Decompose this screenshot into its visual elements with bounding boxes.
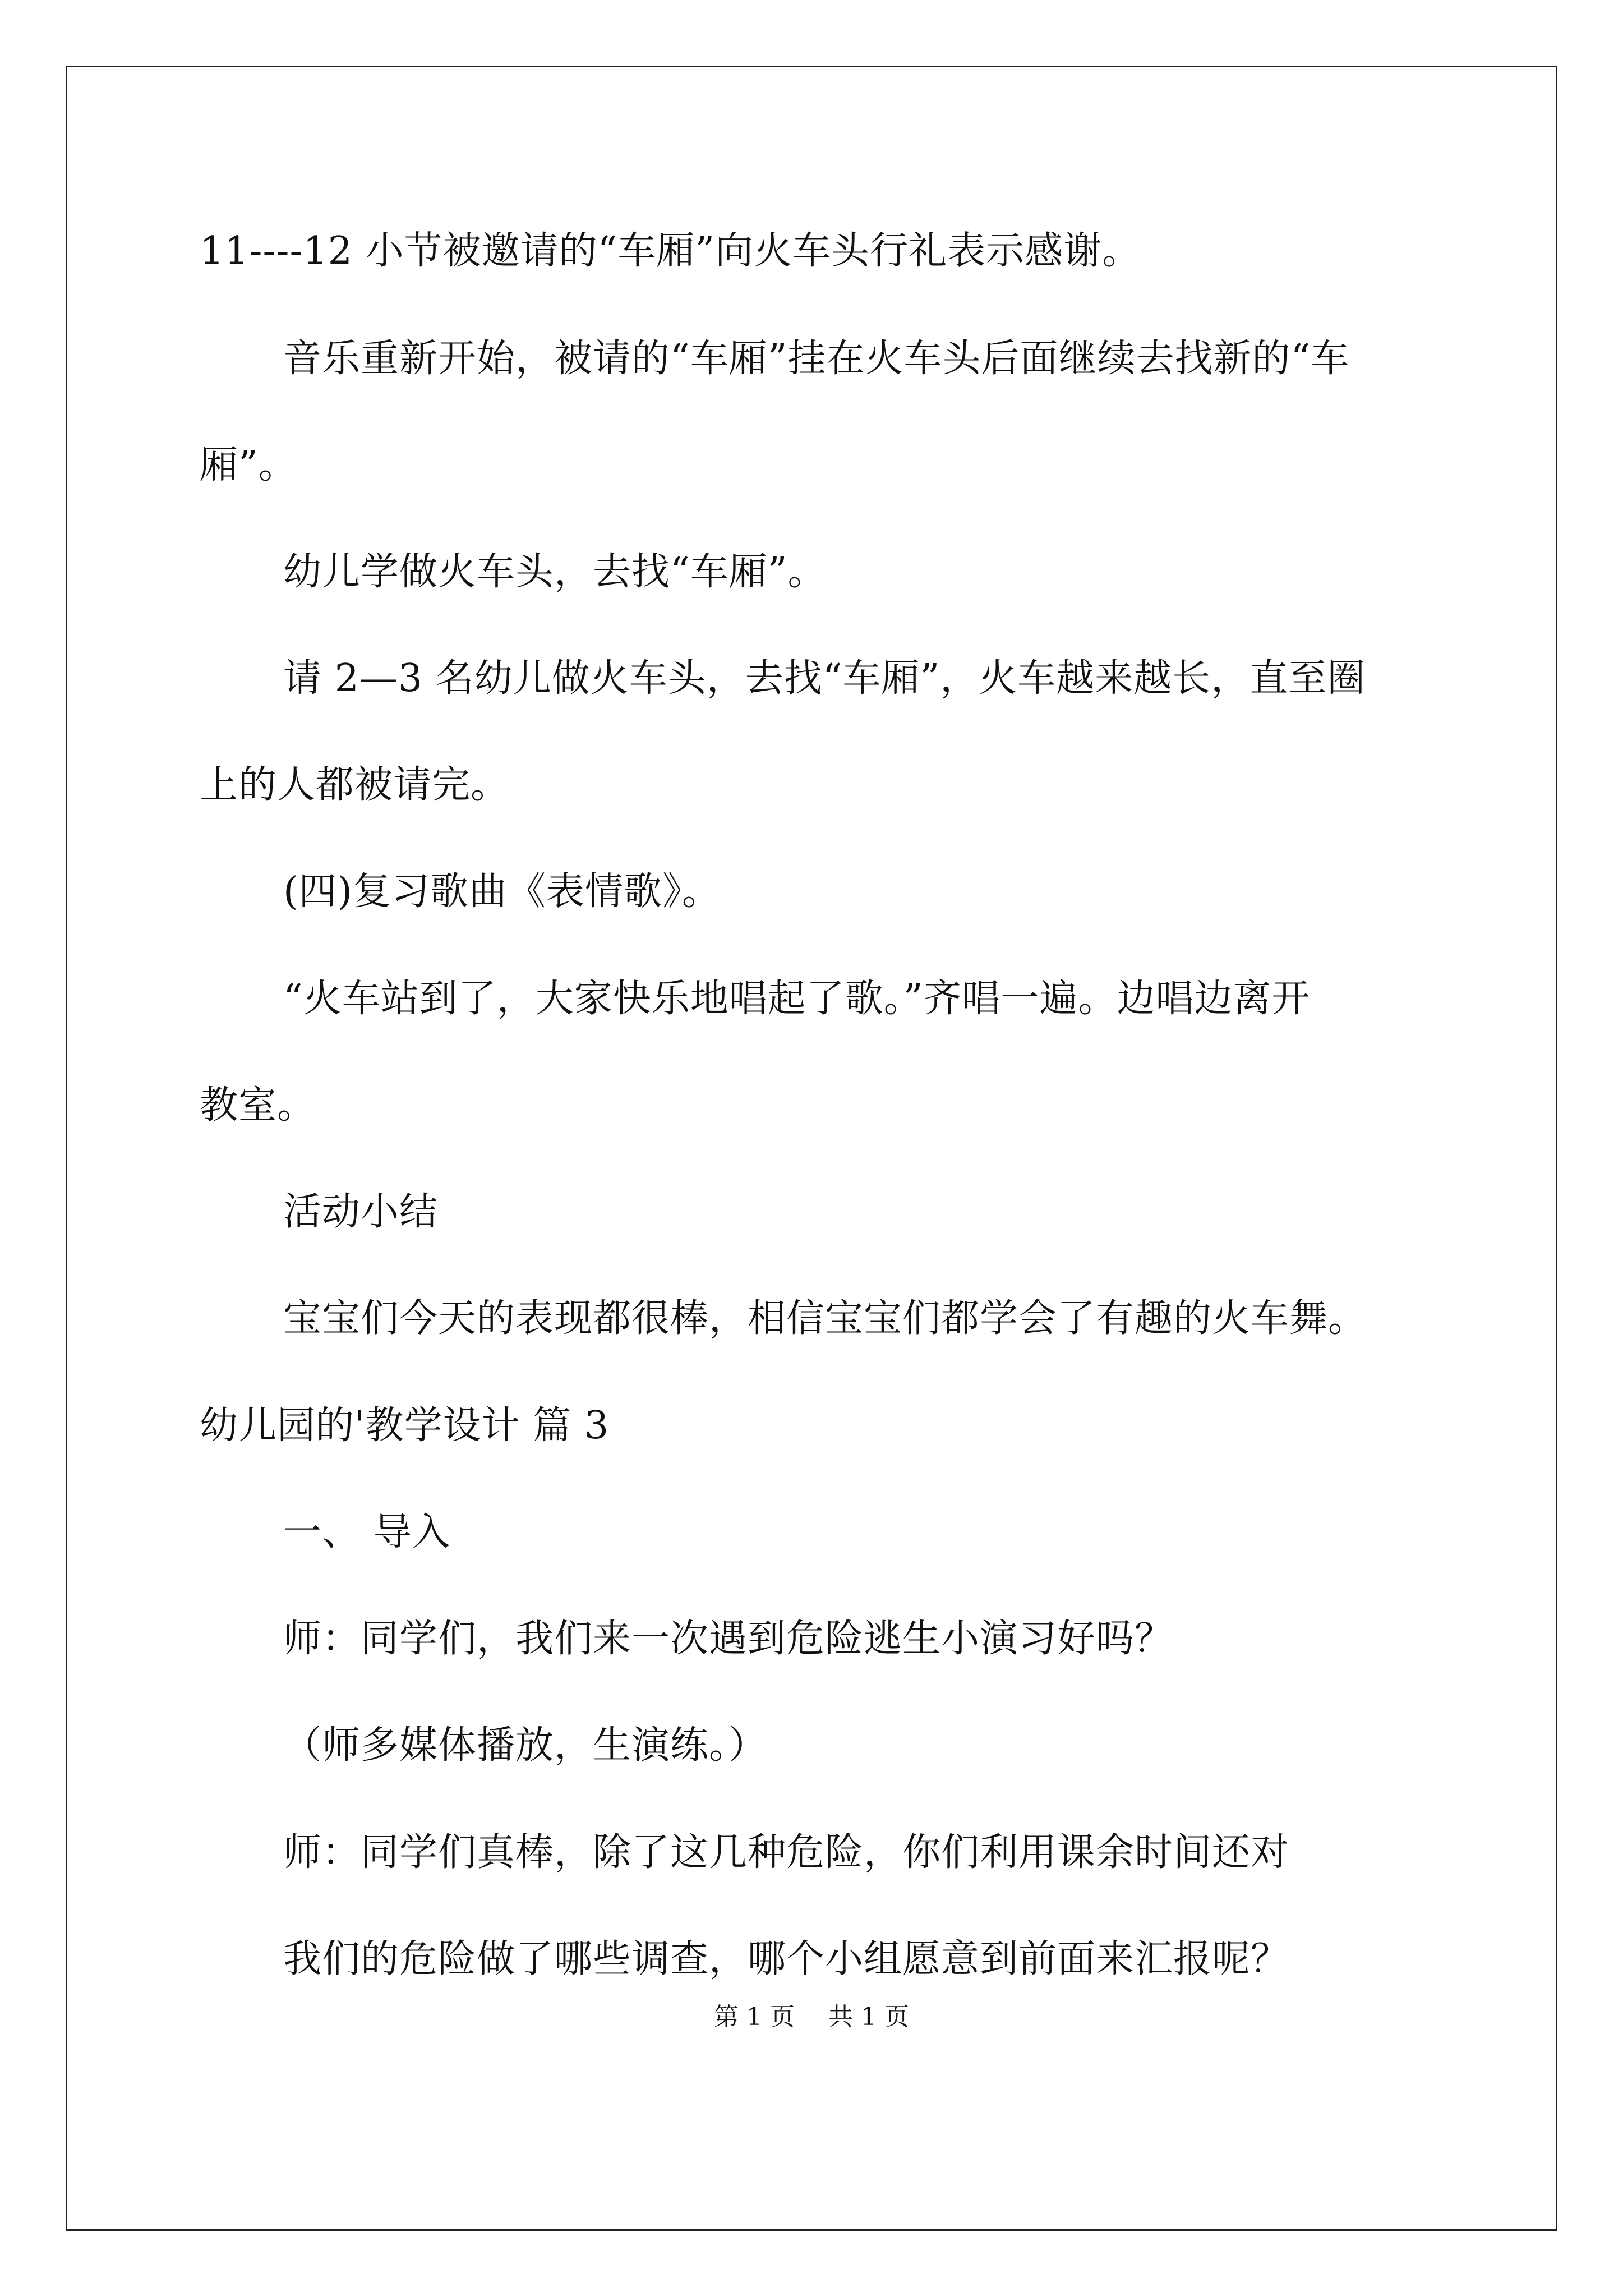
text-line-7: (四)复习歌曲《表情歌》。 bbox=[283, 869, 721, 914]
section-heading: 幼儿园的'教学设计 篇 3 bbox=[200, 1404, 610, 1448]
text-line-10: 活动小结 bbox=[283, 1190, 439, 1234]
text-line-17: 我们的危险做了哪些调查，哪个小组愿意到前面来汇报呢？ bbox=[283, 1937, 1290, 1981]
text-line-2: 音乐重新开始，被请的“车厢”挂在火车头后面继续去找新的“车 bbox=[283, 337, 1350, 381]
page-total: 共 1 页 bbox=[828, 2003, 909, 2031]
text-line-3: 厢”。 bbox=[200, 443, 297, 487]
text-line-11: 宝宝们今天的表现都很棒，相信宝宝们都学会了有趣的火车舞。 bbox=[283, 1296, 1367, 1341]
page-footer bbox=[0, 2001, 1623, 2033]
text-line-5: 请 2—3 名幼儿做火车头，去找“车厢”，火车越来越长，直至圈 bbox=[283, 656, 1366, 701]
text-line-14: 师：同学们，我们来一次遇到危险逃生小演习好吗？ bbox=[283, 1617, 1174, 1661]
text-line-16: 师：同学们真棒，除了这几种危险，你们利用课余时间还对 bbox=[283, 1830, 1290, 1875]
text-line-9: 教室。 bbox=[200, 1083, 316, 1128]
page-border bbox=[66, 66, 1557, 2231]
page-number: 第 1 页 bbox=[714, 2003, 795, 2031]
text-line-4: 幼儿学做火车头，去找“车厢”。 bbox=[283, 550, 827, 594]
text-line-15: （师多媒体播放，生演练。） bbox=[283, 1723, 768, 1768]
text-line-8: “火车站到了，大家快乐地唱起了歌。”齐唱一遍。边唱边离开 bbox=[283, 977, 1311, 1021]
text-line-6: 上的人都被请完。 bbox=[200, 763, 510, 807]
text-line-13: 一、 导入 bbox=[283, 1510, 451, 1554]
text-line-1: 11----12 小节被邀请的“车厢”向火车头行礼表示感谢。 bbox=[200, 229, 1141, 273]
